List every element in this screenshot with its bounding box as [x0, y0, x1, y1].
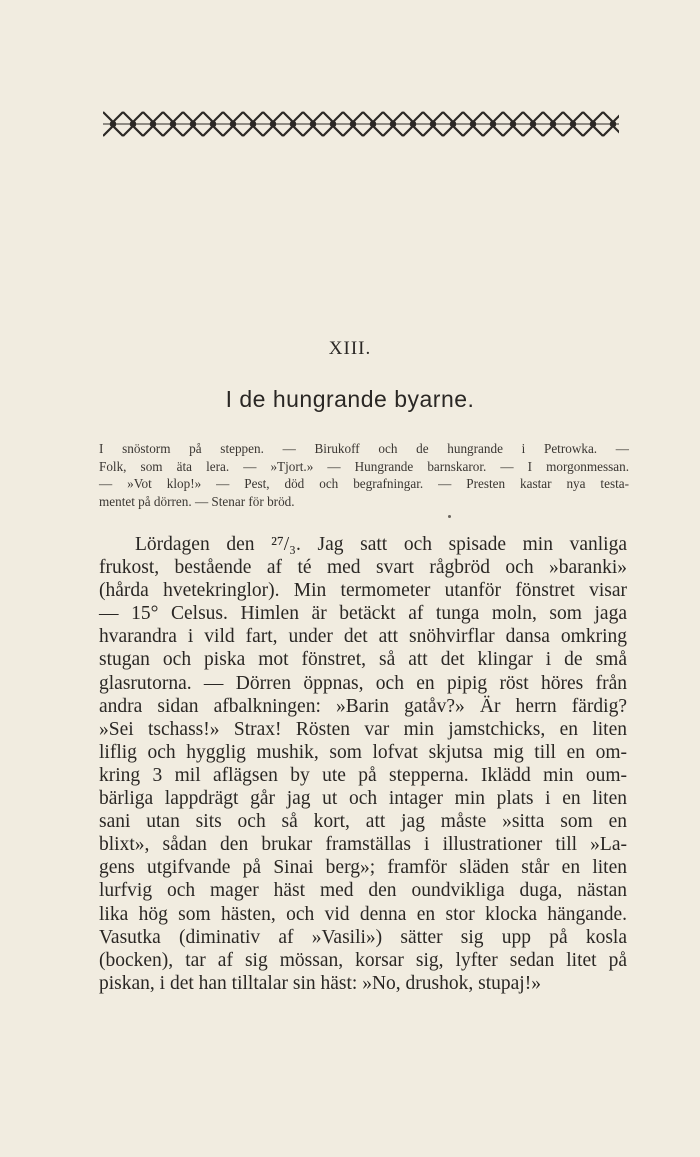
- text-line: lika hög som hästen, och vid denna en stor klocka hängande.: [99, 903, 627, 925]
- text-line: »Sei tschass!» Strax! Rösten var min jamstchicks, en liten: [99, 718, 627, 740]
- text-line: kring 3 mil aflägsen by ute på stepperna. Iklädd min oum-: [99, 764, 627, 786]
- text-line: Vasutka (diminativ af »Vasili») sätter sig upp på kosla: [99, 926, 627, 948]
- text-line: — 15° Celsus. Himlen är betäckt af tunga moln, som jaga: [99, 603, 627, 625]
- text-line: blixt», sådan den brukar framställas i illustrationer till »La-: [99, 834, 627, 856]
- text-line: stugan och piska mot fönstret, så att det klingar i de små: [99, 649, 627, 671]
- summary-line: — »Vot klop!» — Pest, död och begrafningar. — Presten kastar nya testa-: [99, 476, 629, 491]
- decorative-header-ornament: [103, 110, 619, 138]
- text-line: lurfvig och mager häst med den oundvikliga duga, nästan: [99, 880, 627, 902]
- text-line: bärliga lappdrägt går jag ut och intager min plats i en liten: [99, 788, 627, 810]
- summary-line: mentet på dörren. — Stenar för bröd.: [99, 493, 295, 509]
- summary-line: I snöstorm på steppen. — Birukoff och de hungrande i Petrowka. —: [99, 441, 629, 456]
- text-line: hvarandra i vild fart, under det att snöhvirflar dansa omkring: [99, 626, 627, 648]
- text-line: glasrutorna. — Dörren öppnas, och en pipig röst höres från: [99, 672, 627, 694]
- text-line: (hårda hvetekringlor). Min termometer utanför fönstret visar: [99, 580, 627, 602]
- text-line: andra sidan afbalkningen: »Barin gatåv?» Är herrn färdig?: [99, 695, 627, 717]
- chapter-title: I de hungrande byarne.: [225, 386, 475, 412]
- text-line: (bocken), tar af sig mössan, korsar sig, lyfter sedan litet på: [99, 949, 627, 971]
- text-line: sani utan sits och så kort, att jag måste »sitta som en: [99, 811, 627, 833]
- chapter-number: XIII.: [328, 338, 372, 359]
- text-line: gens utgifvande på Sinai berg»; framför släden står en liten: [99, 857, 627, 879]
- ink-speck: [448, 515, 451, 518]
- body-paragraph: [99, 533, 627, 995]
- text-line: Lördagen den ²⁷/₃. Jag satt och spisade min vanliga: [135, 534, 627, 555]
- text-line: piskan, i det han tilltalar sin häst: »No, drushok, stupaj!»: [99, 972, 541, 994]
- summary-line: Folk, som äta lera. — »Tjort.» — Hungrande barnskaror. — I morgonmessan.: [99, 458, 629, 474]
- chapter-summary: [99, 440, 629, 510]
- text-line: liflig och hygglig mushik, som lofvat skjutsa mig till en om-: [99, 741, 627, 763]
- text-line: frukost, bestående af té med svart rågbröd och »baranki»: [99, 557, 627, 579]
